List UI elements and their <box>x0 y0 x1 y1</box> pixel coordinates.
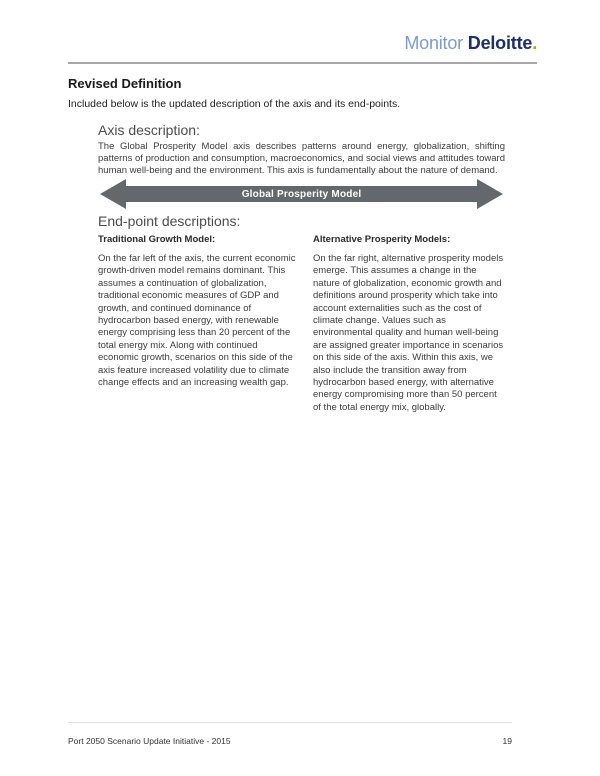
page-footer <box>68 736 512 746</box>
traditional-growth-column <box>98 234 299 414</box>
endpoint-descriptions-heading: End-point descriptions: <box>98 213 241 229</box>
page-title: Revised Definition <box>68 76 182 91</box>
axis-description-body: The Global Prosperity Model axis describes patterns around energy, globalization, shifting patterns of production and consumption, macroeconomics, and social views and attitudes toward human well-being and the environment. This axis is fundamentally about the nature of demand. <box>98 141 505 176</box>
global-prosperity-axis-arrow <box>100 179 503 209</box>
logo-deloitte-text: Deloitte <box>462 33 533 53</box>
intro-text: Included below is the updated description of the axis and its end-points. <box>68 98 401 110</box>
footer-document-title: Port 2050 Scenario Update Initiative - 2015 <box>68 736 231 746</box>
arrow-label: Global Prosperity Model <box>241 188 362 200</box>
monitor-deloitte-logo <box>404 33 537 54</box>
alternative-prosperity-body: On the far right, alternative prosperity models emerge. This assumes a change in the nature of globalization, economic growth and definitions around prosperity which take into account externalities such as the cost of climate change. Values such as environmental quality and human well-being are assigned greater importance in scenarios on this side of the axis. Within this axis, we also include the transition away from hydrocarbon based energy, with alternative energy compromising more than 50 percent of the total energy mix, globally. <box>313 253 504 413</box>
traditional-growth-body: On the far left of the axis, the current economic growth-driven model remains dominant. This assumes a continuation of globalization, traditional economic measures of GDP and growth, and continued dominance of hydrocarbon based energy, with renewable energy comprising less than 20 percent of the total energy mix. Along with continued economic growth, scenarios on this side of the axis feature increased volatility due to climate change effects and an increasing wealth gap. <box>98 253 296 389</box>
logo-green-dot: . <box>532 33 537 53</box>
axis-description-heading: Axis description: <box>98 122 200 138</box>
header-divider-line <box>68 62 537 64</box>
footer-divider-line <box>68 722 512 723</box>
traditional-growth-title: Traditional Growth Model: <box>98 234 216 245</box>
endpoint-columns <box>98 234 505 414</box>
logo-monitor-text: Monitor <box>404 33 463 53</box>
alternative-prosperity-column <box>313 234 505 414</box>
alternative-prosperity-title: Alternative Prosperity Models: <box>313 234 451 245</box>
footer-page-number: 19 <box>502 736 512 746</box>
